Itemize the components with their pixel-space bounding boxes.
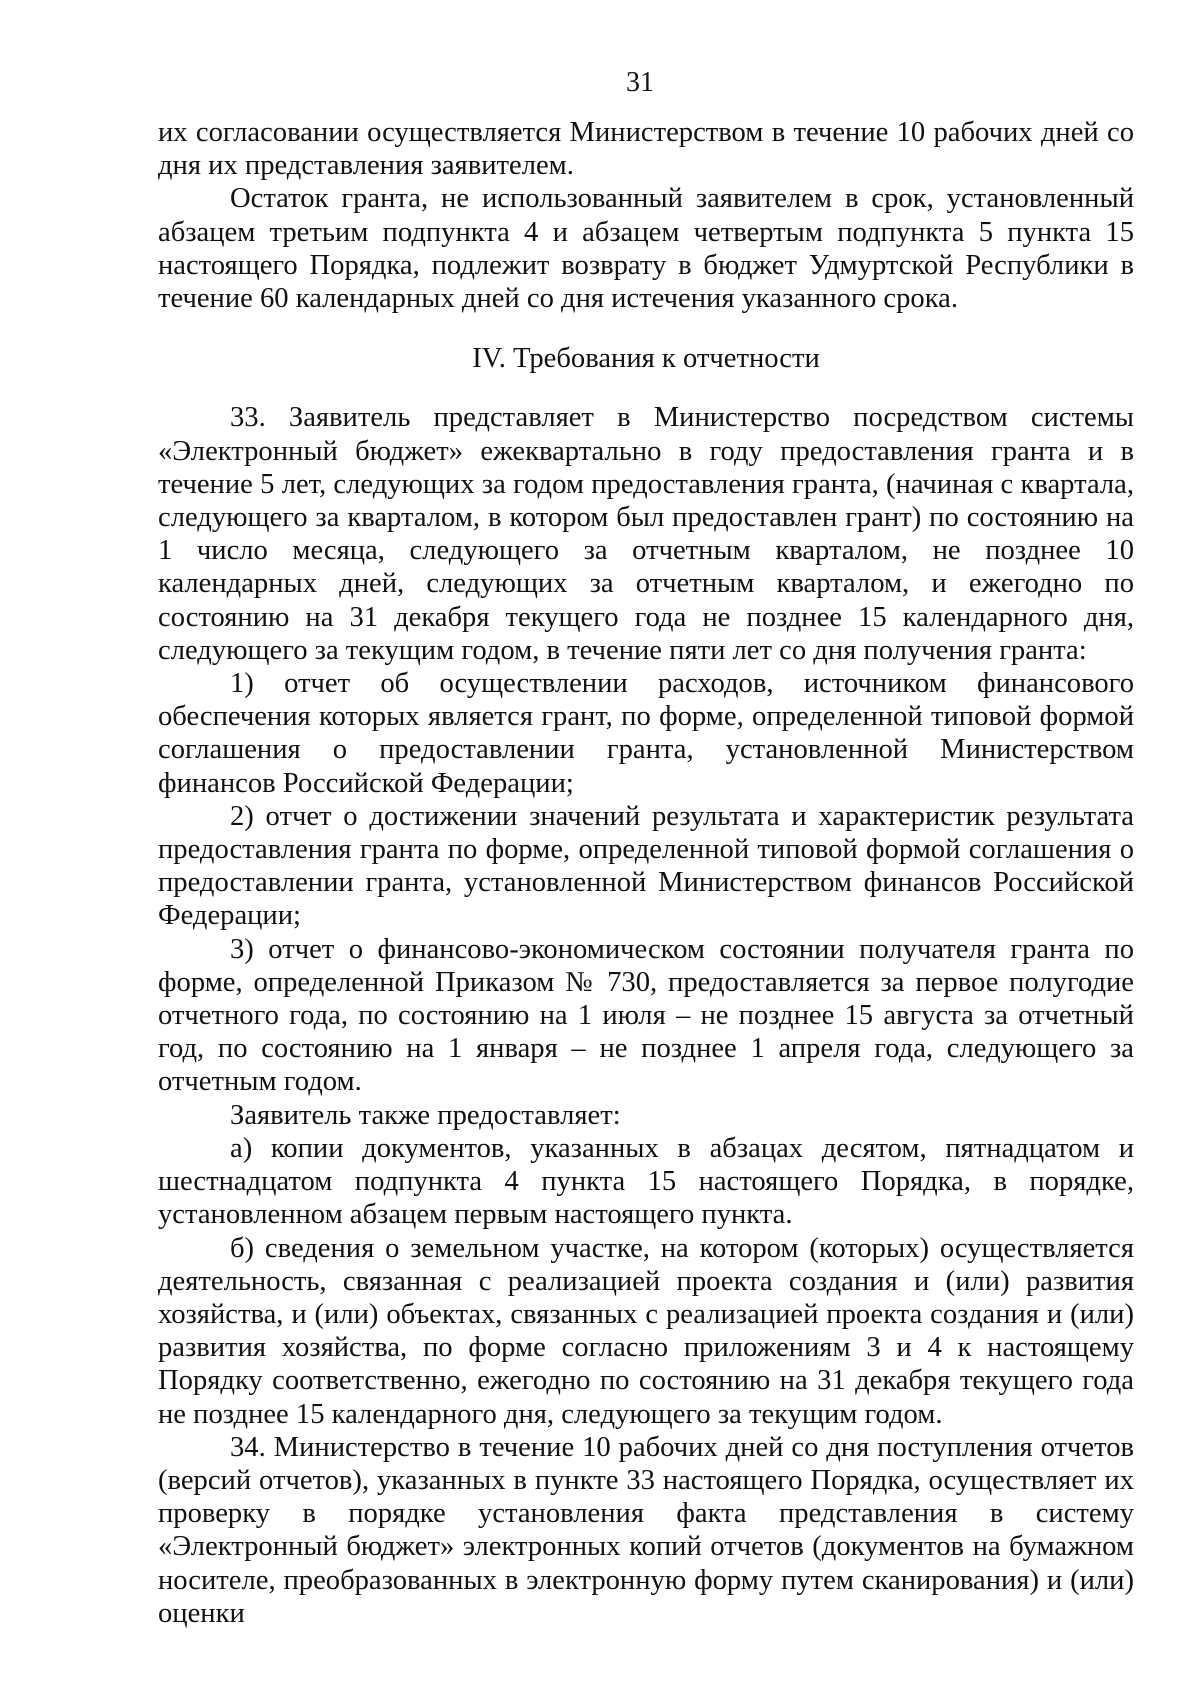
paragraph-also-provides: Заявитель также предоставляет: bbox=[230, 1099, 621, 1131]
list-item-a: а) копии документов, указанных в абзацах десятом, пятнадцатом и шестнадцатом подпункта 4 пункта 15 настоящего Порядка, в порядке, установленном абзацем первым настоящего пункта. bbox=[158, 1132, 1134, 1231]
paragraph-item-34: 34. Министерство в течение 10 рабочих дней со дня поступления отчетов (версий отчетов), указанных в пункте 33 настоящего Порядка, осуществляет их проверку в порядке установления факта представления в систему «Электронный бюджет» электронных копий отчетов (документов на бумажном носителе, преобразованных в электронную форму путем сканирования) и (или) оценки bbox=[158, 1431, 1134, 1629]
list-item-1: 1) отчет об осуществлении расходов, источником финансового обеспечения которых является грант, по форме, определенной типовой формой соглашения о предоставлении гранта, установленной Министерством финансов Российской Федерации; bbox=[158, 668, 1134, 799]
section-heading: IV. Требования к отчетности bbox=[472, 343, 820, 375]
list-item-3: 3) отчет о финансово-экономическом состоянии получателя гранта по форме, определенной Приказом № 730, предоставляется за первое полугодие отчетного года, по состоянию на 1 июля – не позднее 15 августа за отчетный год, по состоянию на 1 января – не позднее 1 апреля года, следующего за отчетным годом. bbox=[158, 933, 1134, 1098]
list-item-2: 2) отчет о достижении значений результата и характеристик результата предоставления гранта по форме, определенной типовой формой соглашения о предоставлении гранта, установленной Министерством финансов Российской Федерации; bbox=[158, 800, 1134, 932]
list-item-b: б) сведения о земельном участке, на котором (которых) осуществляется деятельность, связанная с реализацией проекта создания и (или) развития хозяйства, и (или) объектах, связанных с реализацией проекта создания и (или) развития хозяйства, по форме согласно приложениям 3 и 4 к настоящему Порядку соответственно, ежегодно по состоянию на 31 декабря текущего года не позднее 15 календарного дня, следующего за текущим годом. bbox=[158, 1232, 1134, 1430]
paragraph-continuation: их согласовании осуществляется Министерством в течение 10 рабочих дней со дня их представления заявителем. bbox=[158, 117, 1134, 182]
page-number: 31 bbox=[626, 67, 654, 98]
paragraph-item-33: 33. Заявитель представляет в Министерство посредством системы «Электронный бюджет» ежеквартально в году предоставления гранта и в течение 5 лет, следующих за годом предоставления гранта, (начиная с квартала, следующего за кварталом, в котором был предоставлен грант) по состоянию на 1 число месяца, следующего за отчетным кварталом, не позднее 10 календарных дней, следующих за отчетным кварталом, и ежегодно по состоянию на 31 декабря текущего года не позднее 15 календарного дня, следующего за текущим годом, в течение пяти лет со дня получения гранта: bbox=[158, 402, 1134, 666]
document-body bbox=[158, 116, 1134, 1630]
paragraph-grant-remainder: Остаток гранта, не использованный заявителем в срок, установленный абзацем третьим подпункта 4 и абзацем четвертым подпункта 5 пункта 15 настоящего Порядка, подлежит возврату в бюджет Удмуртской Республики в течение 60 календарных дней со дня истечения указанного срока. bbox=[158, 183, 1134, 315]
